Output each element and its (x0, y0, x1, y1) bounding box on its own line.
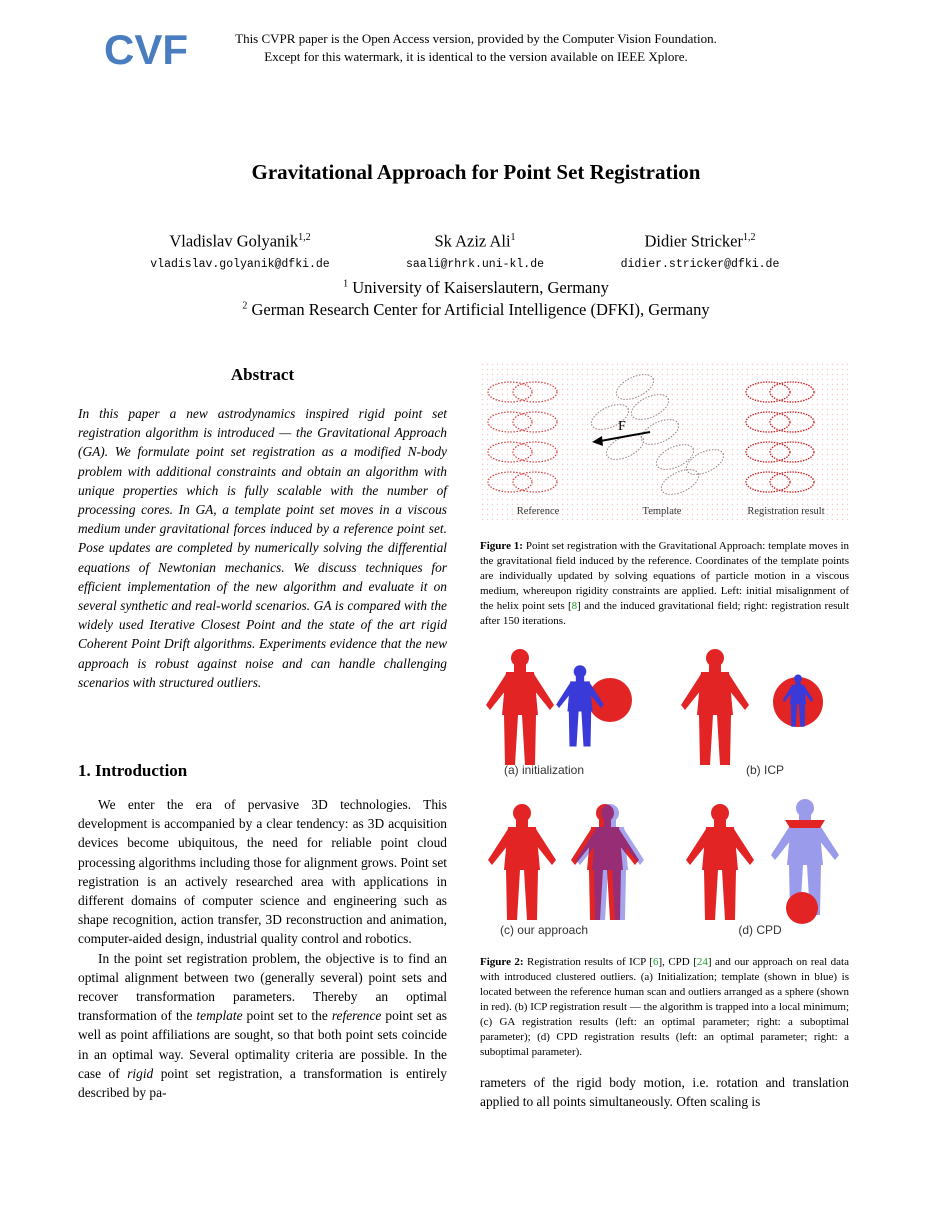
caption-text: ] and the induced gravitational field; right: registration result after 150 iterations. (480, 600, 849, 627)
gravitational-field (480, 362, 849, 520)
author-email[interactable]: saali@rhrk.uni-kl.de (405, 257, 545, 271)
author-sup: 1,2 (743, 232, 756, 243)
watermark-line-2: Except for this watermark, it is identical to the version available on IEEE Xplore. (264, 49, 688, 64)
author-email[interactable]: vladislav.golyanik@dfki.de (150, 257, 330, 271)
force-label: F (618, 419, 626, 434)
caption-text: ], CPD [ (658, 956, 697, 968)
text-run: point set to the (242, 1008, 332, 1024)
figure-2-label-b: (b) ICP (745, 763, 785, 777)
abstract-heading: Abstract (230, 365, 295, 384)
figure-1-label-reference: Reference (516, 506, 560, 517)
figure-2 (480, 640, 849, 1060)
intro-body (78, 795, 447, 1102)
intro-paragraph-2 (78, 949, 447, 1103)
citation-link[interactable]: 8 (571, 600, 578, 612)
text-run: In the point set registration problem, the objective is to find an optimal alignment between two (generally several) point sets and recover transformation parameters. Thereby an optimal transformation of the (78, 950, 447, 1024)
panel-c (488, 804, 644, 937)
figure-1-label-template: Template (642, 506, 682, 517)
intro-paragraph-1: We enter the era of pervasive 3D technologies. This development is accompanied by a clear tendency: as 3D acquisition devices become ubiquitous, the need for reliable point cloud processing algorithms including those for alignment grows. Point set registration is an actively researched area with applications in different domains of computer science and engineering such as shape recognition, action transfer, 3D reconstruction and animation, computer-aided design, industrial quality control and robotics. (78, 797, 447, 947)
figure-1-caption (480, 539, 849, 629)
caption-text: Point set registration with the Gravitational Approach: template moves in the gravitational field induced by the reference. Coordinates of the template points are individually updated by solving equations of particle motion in a viscous medium, whereupon rigidity constraints are applied. Left: initial misalignment of the helix point sets [ (480, 540, 850, 612)
text-run: point set as well as point affiliations are sought, so that both point sets coincide in an optimal way. Several optimality criteria are possible. In the case of (78, 1008, 447, 1081)
figure-2-label-c: (c) our approach (499, 923, 589, 937)
affiliation-text: German Research Center for Artificial Intelligence (DFKI), Germany (251, 300, 710, 319)
text-emph: rigid (127, 1065, 154, 1081)
figure-2-label-a: (a) initialization (503, 763, 585, 777)
section-heading-introduction: 1. Introduction (78, 761, 188, 780)
author-email[interactable]: didier.stricker@dfki.de (620, 257, 780, 271)
text-run: point set registration, a transformation is entirely described by pa- (78, 1065, 447, 1101)
watermark-line-1: This CVPR paper is the Open Access version, provided by the Computer Vision Foundation. (235, 31, 717, 46)
author-name: Didier Stricker (644, 231, 743, 251)
affiliation-1 (0, 278, 952, 298)
affiliation-text: University of Kaiserslautern, Germany (352, 278, 609, 297)
figure-1-image (480, 362, 849, 520)
text-emph: reference (331, 1008, 382, 1024)
panel-a (486, 649, 632, 777)
panel-d (686, 799, 839, 937)
cvf-logo-text: CVF (104, 26, 188, 73)
paper-title: Gravitational Approach for Point Set Registration (251, 160, 701, 184)
text-emph: template (196, 1008, 243, 1024)
caption-text: Registration results of ICP [ (523, 956, 653, 968)
figure-1-label-result: Registration result (747, 506, 825, 517)
author-name: Vladislav Golyanik (169, 231, 299, 251)
watermark-text (170, 30, 782, 66)
figure-2-label-d: (d) CPD (738, 923, 782, 937)
affiliation-2 (0, 300, 952, 320)
caption-label: Figure 1: (480, 540, 523, 552)
author-name: Sk Aziz Ali (434, 231, 511, 251)
intro-continuation: rameters of the rigid body motion, i.e. rotation and translation applied to all points simultaneously. Often scaling is (480, 1075, 849, 1110)
panel-b (681, 649, 823, 777)
affiliation-sup: 2 (242, 300, 248, 312)
author-2 (375, 228, 575, 271)
author-3 (580, 228, 820, 271)
abstract-text: In this paper a new astrodynamics inspired rigid point set registration algorithm is introduced — the Gravitational Approach (GA). We formulate point set registration as a modified N-body problem with additional constraints and obtain an algorithm with unique properties which is fully scalable with the number of processing cores. In GA, a template point set moves in a viscous medium under gravitational forces induced by a reference point set. Pose updates are completed by numerically solving the differential equations of Newtonian mechanics. We discuss techniques for efficient implementation of the new algorithm and evaluate it on several synthetic and real-world scenarios. GA is compared with the widely used Iterative Closest Point and the state of the art rigid Coherent Point Drift algorithms. Experiments evidence that the new approach is robust against noise and can handle challenging scenarios with structured outliers. (78, 406, 447, 690)
figure-1 (480, 362, 849, 629)
author-sup: 1 (510, 232, 516, 243)
citation-link[interactable]: 6 (652, 956, 659, 968)
figure-2-caption (480, 955, 849, 1060)
citation-link[interactable]: 24 (696, 956, 708, 968)
figure-2-image (480, 640, 849, 940)
author-sup: 1,2 (298, 232, 311, 243)
cvf-logo (104, 26, 188, 73)
author-1 (110, 228, 370, 271)
caption-text: ] and our approach on real data with introduced clustered outliers. (a) Initialization; template (shown in blue) is located between the reference human scan and outliers arranged as a sphere (shown in red). (b) ICP registration result — the algorithm is trapped into a local minimum; (c) GA registration results (left: an optimal parameter; right: a suboptimal parameter); (d) CPD registration results (left: an optimal parameter; right: a suboptimal parameter). (480, 956, 849, 1058)
caption-label: Figure 2: (480, 956, 524, 968)
affiliation-sup: 1 (343, 278, 349, 290)
